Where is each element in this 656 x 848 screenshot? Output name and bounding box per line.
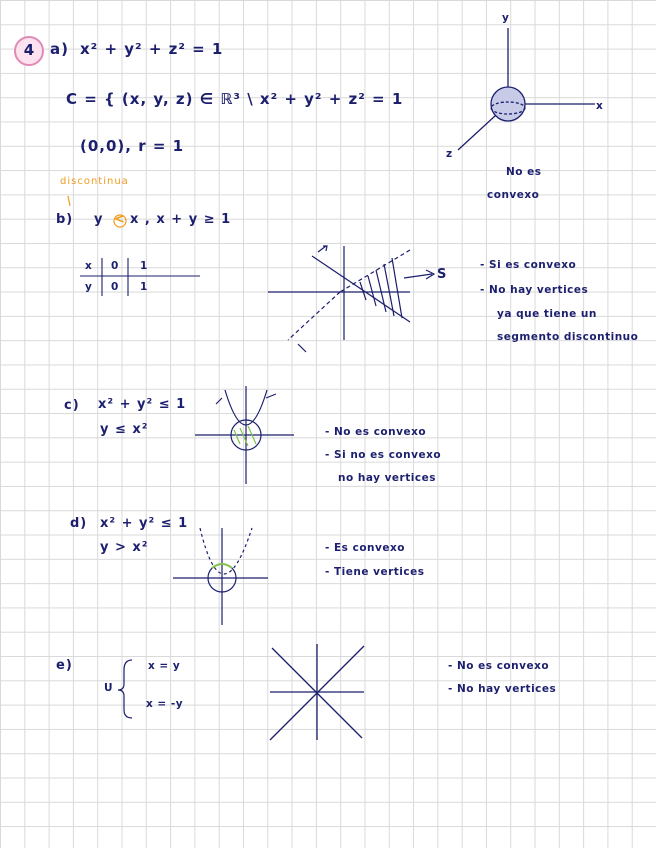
graph-b-arrow-ll [298,344,306,352]
part-a-equation: x² + y² + z² = 1 [80,40,224,58]
part-e-union: U [104,682,114,694]
part-c-line2: y ≤ x² [100,422,149,437]
part-c-line1: x² + y² ≤ 1 [98,397,187,412]
part-a-note-1: No es [506,166,542,178]
part-a-set-definition: C = { (x, y, z) ∈ ℝ³ \ x² + y² + z² = 1 [66,90,404,108]
axis-x-label: x [596,100,604,112]
part-d-note-1: - Es convexo [325,542,405,554]
part-b-note-3: ya que tiene un [497,308,597,320]
part-b-note-1: - Si es convexo [480,259,577,271]
table-b-x-header: x [85,260,93,272]
part-a-label: a) [50,40,69,58]
part-e-note-1: - No es convexo [448,660,550,672]
brace-e [118,660,132,718]
part-e-line2: x = -y [146,698,184,710]
annotation-arrow [68,196,70,206]
part-e-line1: x = y [148,660,181,672]
table-b-y-2: 1 [140,281,148,293]
graph-b [268,246,434,352]
part-d-note-2: - Tiene vertices [325,566,425,578]
part-c-note-1: - No es convexo [325,426,427,438]
axis-z-label: z [446,148,453,160]
table-b-x-1: 0 [111,260,119,272]
graph-d [173,528,268,625]
part-a-center-radius: (0,0), r = 1 [80,137,185,155]
part-b-note-2: - No hay vertices [480,284,589,296]
part-e-label: e) [56,658,73,673]
table-b-y-1: 0 [111,281,119,293]
problem-number: 4 [23,41,35,59]
part-a-note-2: convexo [487,189,540,201]
part-e-note-2: - No hay vertices [448,683,557,695]
graph-c-hatch [234,426,256,446]
part-b-annotation: discontinua [60,176,129,187]
graph-b-arrow-ul [318,246,327,252]
graph-e [270,644,364,740]
graph-d-parabola [200,528,252,574]
part-b-note-4: segmento discontinuo [497,331,639,343]
graph-b-dashed-line-upper [340,250,410,292]
graph-b-hatch [360,258,402,318]
part-b-ineq-y: y [94,212,104,227]
table-b-x-2: 1 [140,260,148,272]
part-b-ineq-symbol: < [114,212,126,227]
part-c-note-3: no hay vertices [338,472,436,484]
graph-b-region-label: S [437,267,448,282]
graph-b-dashed-line-lower [288,292,340,340]
graph-c [195,386,294,484]
table-b-y-header: y [85,281,93,293]
part-b-label: b) [56,212,74,227]
axis-y-label: y [502,12,510,24]
graph-b-line [312,256,410,322]
brace-e-path [118,660,132,718]
sphere-circle [491,87,525,121]
part-d-label: d) [70,516,88,531]
part-c-note-2: - Si no es convexo [325,449,442,461]
part-d-line2: y > x² [100,540,149,555]
part-b-ineq-rest: x , x + y ≥ 1 [130,212,232,227]
sphere-diagram [458,28,595,150]
part-c-label: c) [64,398,80,413]
part-d-line1: x² + y² ≤ 1 [100,516,189,531]
